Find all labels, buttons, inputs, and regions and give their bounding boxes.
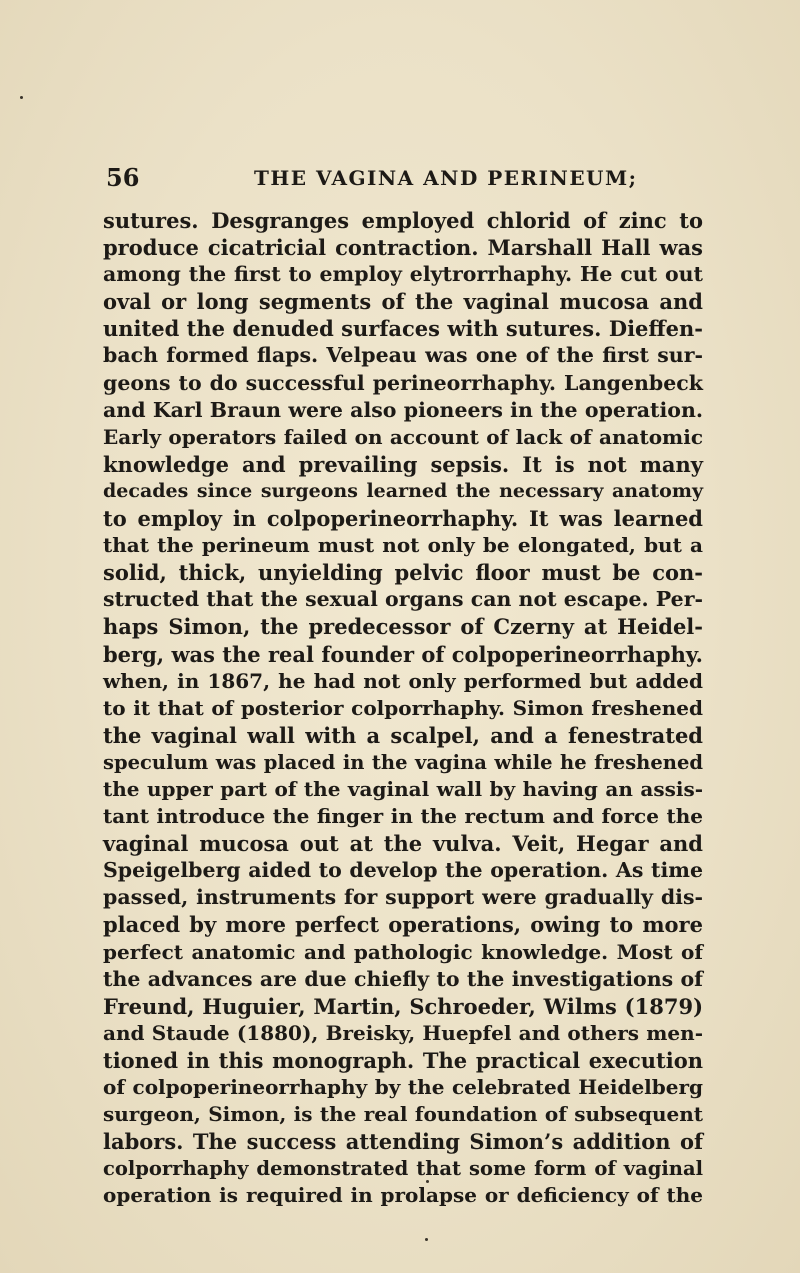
text-line: the vaginal wall with a scalpel, and a fenestrated xyxy=(103,722,703,748)
text-line: that the perineum must not only be elongated, but a xyxy=(103,533,703,558)
text-line: labors. The success attending Simon’s addition of xyxy=(103,1129,703,1155)
text-line: Freund, Huguier, Martin, Schroeder, Wilms (1879) xyxy=(103,993,703,1019)
page-speck xyxy=(20,96,23,99)
text-line: haps Simon, the predecessor of Czerny at Heidel- xyxy=(103,614,703,640)
text-line: and Karl Braun were also pioneers in the operation. xyxy=(103,397,703,422)
text-line: knowledge and prevailing sepsis. It is not many xyxy=(103,451,703,477)
text-line: the advances are due chiefly to the investigations of xyxy=(103,966,703,991)
text-line: geons to do successful perineorrhaphy. Langenbeck xyxy=(103,370,703,395)
text-line: decades since surgeons learned the necessary anatomy xyxy=(103,479,703,502)
page-header xyxy=(106,160,706,196)
text-line: to it that of posterior colporrhaphy. Simon freshened xyxy=(103,695,703,720)
text-line: when, in 1867, he had not only performed but added xyxy=(103,668,703,693)
text-line: surgeon, Simon, is the real foundation of subsequent xyxy=(103,1102,703,1127)
text-line: vaginal mucosa out at the vulva. Veit, Hegar and xyxy=(103,831,703,857)
text-line: operation is required in prolapse or deficiency of the xyxy=(103,1183,703,1208)
running-head: THE VAGINA AND PERINEUM; xyxy=(254,166,638,190)
text-line: of colpoperineorrhaphy by the celebrated Heidelberg xyxy=(103,1075,703,1099)
text-line: structed that the sexual organs can not escape. Per- xyxy=(103,587,703,612)
text-line: speculum was placed in the vagina while he freshened xyxy=(103,750,703,774)
text-line: united the denuded surfaces with sutures. Dieffen- xyxy=(103,316,703,342)
text-line: produce cicatricial contraction. Marshall Hall was xyxy=(103,235,703,261)
text-line: among the first to employ elytrorrhaphy. He cut out xyxy=(103,262,703,287)
body-text xyxy=(103,207,703,1209)
page-number: 56 xyxy=(106,163,140,192)
text-line: berg, was the real founder of colpoperineorrhaphy. xyxy=(103,641,703,667)
text-line: Early operators failed on account of lack of anatomic xyxy=(103,424,703,449)
text-line: placed by more perfect operations, owing to more xyxy=(103,912,703,938)
text-line: colporrhaphy demonstrated that some form of vaginal xyxy=(103,1157,703,1181)
text-line: oval or long segments of the vaginal mucosa and xyxy=(103,289,703,315)
text-line: tant introduce the finger in the rectum and force the xyxy=(103,804,703,829)
text-line: the upper part of the vaginal wall by having an assis- xyxy=(103,776,703,801)
text-line: Speigelberg aided to develop the operation. As time xyxy=(103,858,703,883)
text-line: sutures. Desgranges employed chlorid of zinc to xyxy=(103,208,703,233)
page-speck xyxy=(425,1238,428,1241)
text-line: perfect anatomic and pathologic knowledge. Most of xyxy=(103,939,703,964)
text-line: to employ in colpoperineorrhaphy. It was learned xyxy=(103,506,703,532)
text-line: tioned in this monograph. The practical execution xyxy=(103,1047,703,1073)
text-line: passed, instruments for support were gradually dis- xyxy=(103,885,703,910)
text-line: bach formed flaps. Velpeau was one of the first sur- xyxy=(103,343,703,368)
text-line: solid, thick, unyielding pelvic floor must be con- xyxy=(103,560,703,586)
text-line: and Staude (1880), Breisky, Huepfel and others men- xyxy=(103,1020,703,1045)
